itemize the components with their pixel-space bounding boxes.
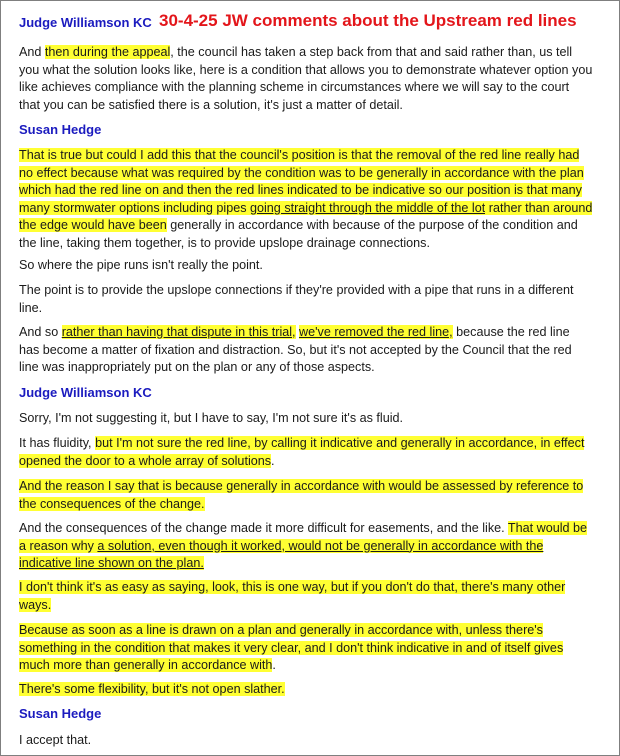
highlight: rather than around the edge would have been: [19, 200, 593, 233]
speaker-susan-hedge-2: Susan Hedge: [19, 706, 102, 721]
highlight-underlined: rather than having that dispute in this trial,: [61, 325, 296, 339]
speaker-judge-williamson: Judge Williamson KC: [19, 385, 152, 400]
paragraph-11: Because as soon as a line is drawn on a plan and generally in accordance with, unless there's something in the condition that makes it very clear, and I don't think indicative in and of itself gives much more than generally in accordance with.: [19, 623, 564, 673]
paragraph-8: [19, 478, 593, 513]
paragraph-1: And then during the appeal, the council has taken a step back from that and said rather than, us tell you what the solution looks like, here is a condition that allows you to demonstrate whatever option you like achieves compliance with the planning scheme in circumstances where we will say to the court that you can be satisfied there is a solution, it's just a matter of detail.: [19, 45, 593, 112]
paragraph-13: I accept that.: [19, 733, 92, 747]
paragraph-5: And so rather than having that dispute in this trial, we've removed the red line, because the red line has become a matter of fixation and distraction. So, but it's not accepted by the Council that the red line was inappropriately put on the plan or any of those aspects.: [19, 325, 572, 375]
highlight: That would be a reason why: [19, 521, 588, 553]
paragraph-10: [19, 579, 593, 614]
highlight: That is true but could I add this that the council's position is that the removal of the red line really had no effect because what was required by the condition was to be generally in accordance with the plan which had the red line on and then the red lines indicated to be indicative so our position is that many many stormwater options including pipes: [19, 148, 584, 215]
paragraph-6: Sorry, I'm not suggesting it, but I have to say, I'm not sure it's as fluid.: [19, 411, 404, 425]
highlight: but I'm not sure the red line, by calling it indicative and generally in accordance, in effect opened the door to a whole array of solutions: [19, 436, 585, 468]
page-title: 30-4-25 JW comments about the Upstream red lines: [159, 11, 577, 30]
highlight-underlined: going straight through the middle of the lot: [250, 200, 486, 215]
paragraph-7: It has fluidity, but I'm not sure the red line, by calling it indicative and generally in accordance, in effect opened the door to a whole array of solutions.: [19, 436, 585, 468]
paragraph-12: [19, 681, 593, 699]
speaker-susan-hedge: Susan Hedge: [19, 122, 102, 137]
highlight-underlined: we've removed the red line,: [299, 325, 453, 339]
paragraph-9: And the consequences of the change made it more difficult for easements, and the like. That would be a reason why a solution, even though it worked, would not be generally in accordance with the indicative line shown on the plan.: [19, 521, 588, 571]
highlight: then during the appeal: [44, 45, 171, 59]
paragraph-4: The point is to provide the upslope connections if they're provided with a pipe that runs in a different line.: [19, 283, 574, 315]
highlight: Because as soon as a line is drawn on a plan and generally in accordance with, unless there's something in the condition that makes it very clear, and I don't think indicative in and of itself gives much more than generally in accordance with: [19, 623, 564, 673]
speaker-judge-header: Judge Williamson KC: [19, 15, 152, 30]
highlight: I don't think it's as easy as saying, look, this is one way, but if you don't do that, there's many other ways.: [19, 580, 566, 612]
paragraph-3: So where the pipe runs isn't really the point.: [19, 258, 263, 272]
paragraph-2: That is true but could I add this that the council's position is that the removal of the red line really had no effect because what was required by the condition was to be generally in accordance with the plan which had the red line on and then the red lines indicated to be indicative so our position is that many many stormwater options including pipes going straight through the middle of the lot rather than around the edge would have been generally in accordance with because of the purpose of the condition and the line, taking them together, is to provide upslope drainage connections.: [19, 148, 593, 250]
highlight-underlined: a solution, even though it worked, would not be generally in accordance with the indicative line shown on the plan.: [19, 538, 544, 571]
highlight: There's some flexibility, but it's not open slather.: [19, 682, 285, 696]
highlight: And the reason I say that is because generally in accordance with would be assessed by reference to the consequences of the change.: [19, 479, 584, 511]
